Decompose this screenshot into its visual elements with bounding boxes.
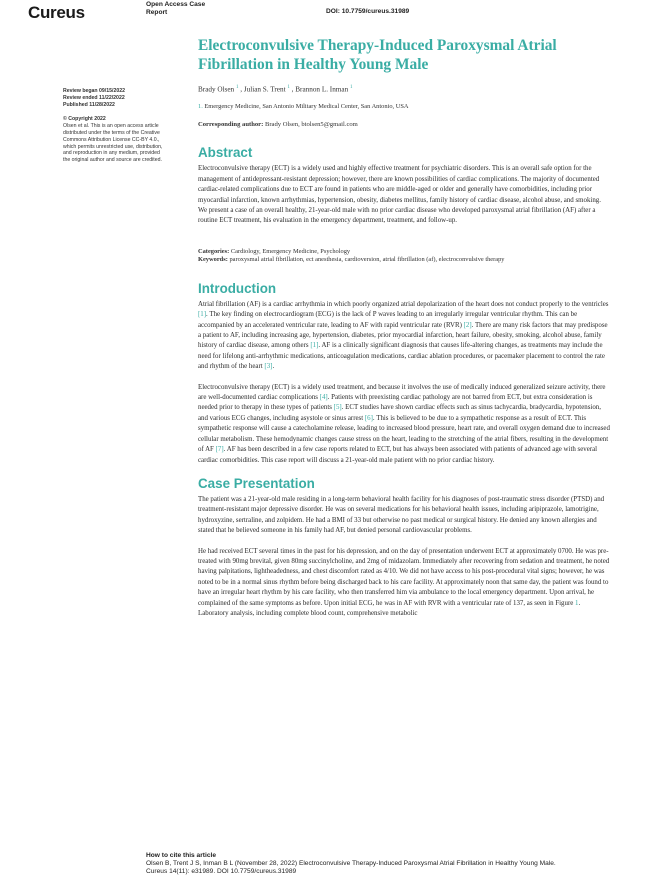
author-name[interactable]: Julian S. Trent — [243, 85, 286, 94]
author-list: Brady Olsen $^1$ , Julian S. Trent $^1$ , Brannon L. Inman $^1$ — [198, 85, 353, 94]
license-line: distributed under the terms of the Creative — [63, 129, 160, 136]
license-line: and reproduction in any medium, provided — [63, 150, 160, 157]
corresponding-label: Corresponding author: — [198, 121, 264, 129]
citation-link[interactable]: [4] — [319, 394, 328, 402]
license-line: Olsen et al. This is an open access article — [63, 123, 159, 130]
case-paragraph-2: He had received ECT several times in the past for his depression, and on the day of presentation underwent ECT at approximately 0700. He was pre-treated with 90mg brevital, given 80mg succinylcholine, and 2mg of midazolam. Immediately after recovering from sedation and treatment, he noted having palpitations, lightheadedness, and chest discomfort rated as 4/10. We did not have access to his post-procedural vital signs; however, he was noted to be in a normal sinus rhythm before being discharged back to his care facility. At approximately noon that same day, the patient was found to have an irregular heart rhythm by his care facility, who then transferred him via ambulance to the local emergency department. Upon arrival, he complained of the same symptoms as before. Upon initial ECG, he was in AF with RVR with a ventricular rate of 137, as seen in Figure 1. Laboratory analysis, including complete blood count, comprehensive metabolic — [198, 547, 610, 617]
introduction-paragraph-1: Atrial fibrillation (AF) is a cardiac arrhythmia in which poorly organized atrial depolarization of the heart does not conduct properly to the ventricles [1]. The key finding on electrocardiogram (ECG) is the lack of P waves leading to an irregularly irregular ventricular rhythm. This can be accompanied by an accelerated ventricular rate, leading to AF with rapid ventricular rate (RVR) [2]. There are many risk factors that may predispose a patient to AF, including increasing age, hypertension, diabetes, prior myocardial infarction, heart failure, obesity, smoking, alcohol abuse, family history of cardiac disease, among others [1]. AF is a clinically significant diagnosis that causes life-altering changes, as treatments may include the need for lifelong anti-arrhythmic medications, anticoagulation medications, cardiac ablation procedures, or pacemaker placement to control the rate and rhythm of the heart [3]. — [198, 300, 609, 371]
license-text — [63, 123, 188, 164]
copyright: © Copyright 2022 — [63, 116, 106, 123]
article-type — [146, 1, 205, 17]
author-name[interactable]: Brady Olsen — [198, 85, 235, 94]
citation-link[interactable]: [5] — [333, 404, 342, 412]
author-affiliation-ref: 1 — [349, 85, 353, 90]
doi-header: DOI: 10.7759/cureus.31989 — [326, 8, 410, 15]
citation-line-2: Cureus 14(11): e31989. DOI 10.7759/cureus.31989 — [146, 868, 297, 875]
corresponding-contact[interactable]: Brady Olsen, btolsen5@gmail.com — [264, 121, 358, 129]
abstract-text: Electroconvulsive therapy (ECT) is a widely used and highly effective treatment for psychiatric disorders. This is an overall safe option for the management of antidepressant-resistant depression; however, there are known possibilities of cardiac complications. The majority of documented cardiac-related complications due to ECT are found in patients who are middle-aged or older and generally have comorbidities, including prior myocardial infarction, known arrhythmias, hypertension, obesity, diabetes mellitus, family history of cardiac disease, alcohol abuse, and smoking. We present a case of an overall healthy, 21-year-old male with no prior cardiac disease who developed paroxysmal atrial fibrillation (AF) after a routine ECT treatment, his evaluation in the emergency department, treatment, and follow-up. — [198, 165, 601, 225]
categories-value: Cardiology, Emergency Medicine, Psychology — [230, 247, 351, 255]
case-paragraph-1: The patient was a 21-year-old male residing in a long-term behavioral health facility for his diagnoses of post-traumatic stress disorder (PTSD) and treatment-resistant major depressive disorder. He was on several medications for his behavioral health issues, including aripiprazole, lamotrigine, hydroxyzine, sertraline, and zolpidem. He had a BMI of 33 but otherwise no past medical or surgical history. He denied any known allergies and stated that he believed someone in his family had AF, but denied personal cardiovascular problems. — [198, 495, 605, 535]
article-type-line1: Open Access Case — [146, 1, 206, 8]
how-to-cite-heading: How to cite this article — [146, 852, 216, 859]
affiliation — [198, 103, 610, 110]
license-line: Commons Attribution License CC-BY 4.0., — [63, 136, 160, 143]
citation-link[interactable]: [1] — [310, 342, 319, 350]
sidebar-meta — [63, 88, 188, 164]
keywords-value: paroxysmal atrial fibrillation, ect anesthesia, cardioversion, atrial fibrillation (af), electroconvulsive therapy — [229, 255, 505, 263]
affiliation-number: 1. — [198, 103, 203, 111]
cureus-logo[interactable]: Cureus — [28, 3, 85, 22]
citation-link[interactable]: [7] — [215, 446, 224, 454]
citation-link[interactable]: [1] — [198, 311, 207, 319]
license-line: the original author and source are credited. — [63, 157, 162, 164]
article-title: Electroconvulsive Therapy-Induced Paroxysmal Atrial Fibrillation in Healthy Young Male — [198, 37, 557, 73]
how-to-cite — [146, 852, 626, 876]
corresponding-author — [198, 121, 610, 128]
article-main — [198, 36, 610, 619]
published-date: Published 11/28/2022 — [63, 101, 115, 108]
keywords — [198, 256, 610, 264]
article-type-line2: Report — [146, 9, 168, 16]
citation-line-1: Olsen B, Trent J S, Inman B L (November 28, 2022) Electroconvulsive Therapy-Induced Paroxysmal Atrial Fibrillation in Healthy Young Male. — [146, 860, 556, 867]
figure-link[interactable]: 1 — [575, 599, 579, 607]
citation-link[interactable]: [3] — [264, 363, 273, 371]
author-affiliation-ref: 1 — [287, 85, 290, 90]
citation-link[interactable]: [2] — [463, 321, 472, 329]
author-affiliation-ref: 1 — [235, 85, 239, 90]
categories-label: Categories: — [198, 247, 230, 255]
case-presentation-heading: Case Presentation — [198, 475, 315, 491]
keywords-label: Keywords: — [198, 255, 228, 263]
categories — [198, 248, 610, 256]
introduction-heading: Introduction — [198, 280, 277, 296]
citation-link[interactable]: [6] — [364, 414, 373, 422]
introduction-paragraph-2: Electroconvulsive therapy (ECT) is a widely used treatment, and because it involves the use of medically induced generalized seizure activity, there are well-documented cardiac complications [4]. Patients with preexisting cardiac pathology are not barred from ECT, but extra consideration is needed prior to therapy in these types of patients [5]. ECT studies have shown cardiac effects such as sinus tachycardia, bradycardia, hypotension, and various ECG changes, including asystole or sinus arrest [6]. This is believed to be due to a sympathetic response as a result of ECT. This sympathetic response will cause a catecholamine release, leading to increased blood pressure, heart rate, and overall oxygen demand due to increased cellular metabolism. These hemodynamic changes cause stress on the heart, leading to the stretching of the atrial fibers, resulting in the development of AF [7]. AF has been described in a few case reports related to ECT, but has always been associated with patients of advanced age with several cardiac comorbidities. This case report will discuss a 21-year-old male patient with no prior cardiac history. — [198, 383, 610, 464]
license-line: which permits unrestricted use, distribution, — [63, 143, 163, 150]
affiliation-text: Emergency Medicine, San Antonio Military Medical Center, San Antonio, USA — [204, 103, 409, 111]
abstract-heading: Abstract — [198, 145, 253, 161]
review-ended: Review ended 11/22/2022 — [63, 94, 125, 101]
review-began: Review began 09/15/2022 — [63, 88, 125, 94]
author-name[interactable]: Brannon L. Inman — [295, 85, 349, 94]
